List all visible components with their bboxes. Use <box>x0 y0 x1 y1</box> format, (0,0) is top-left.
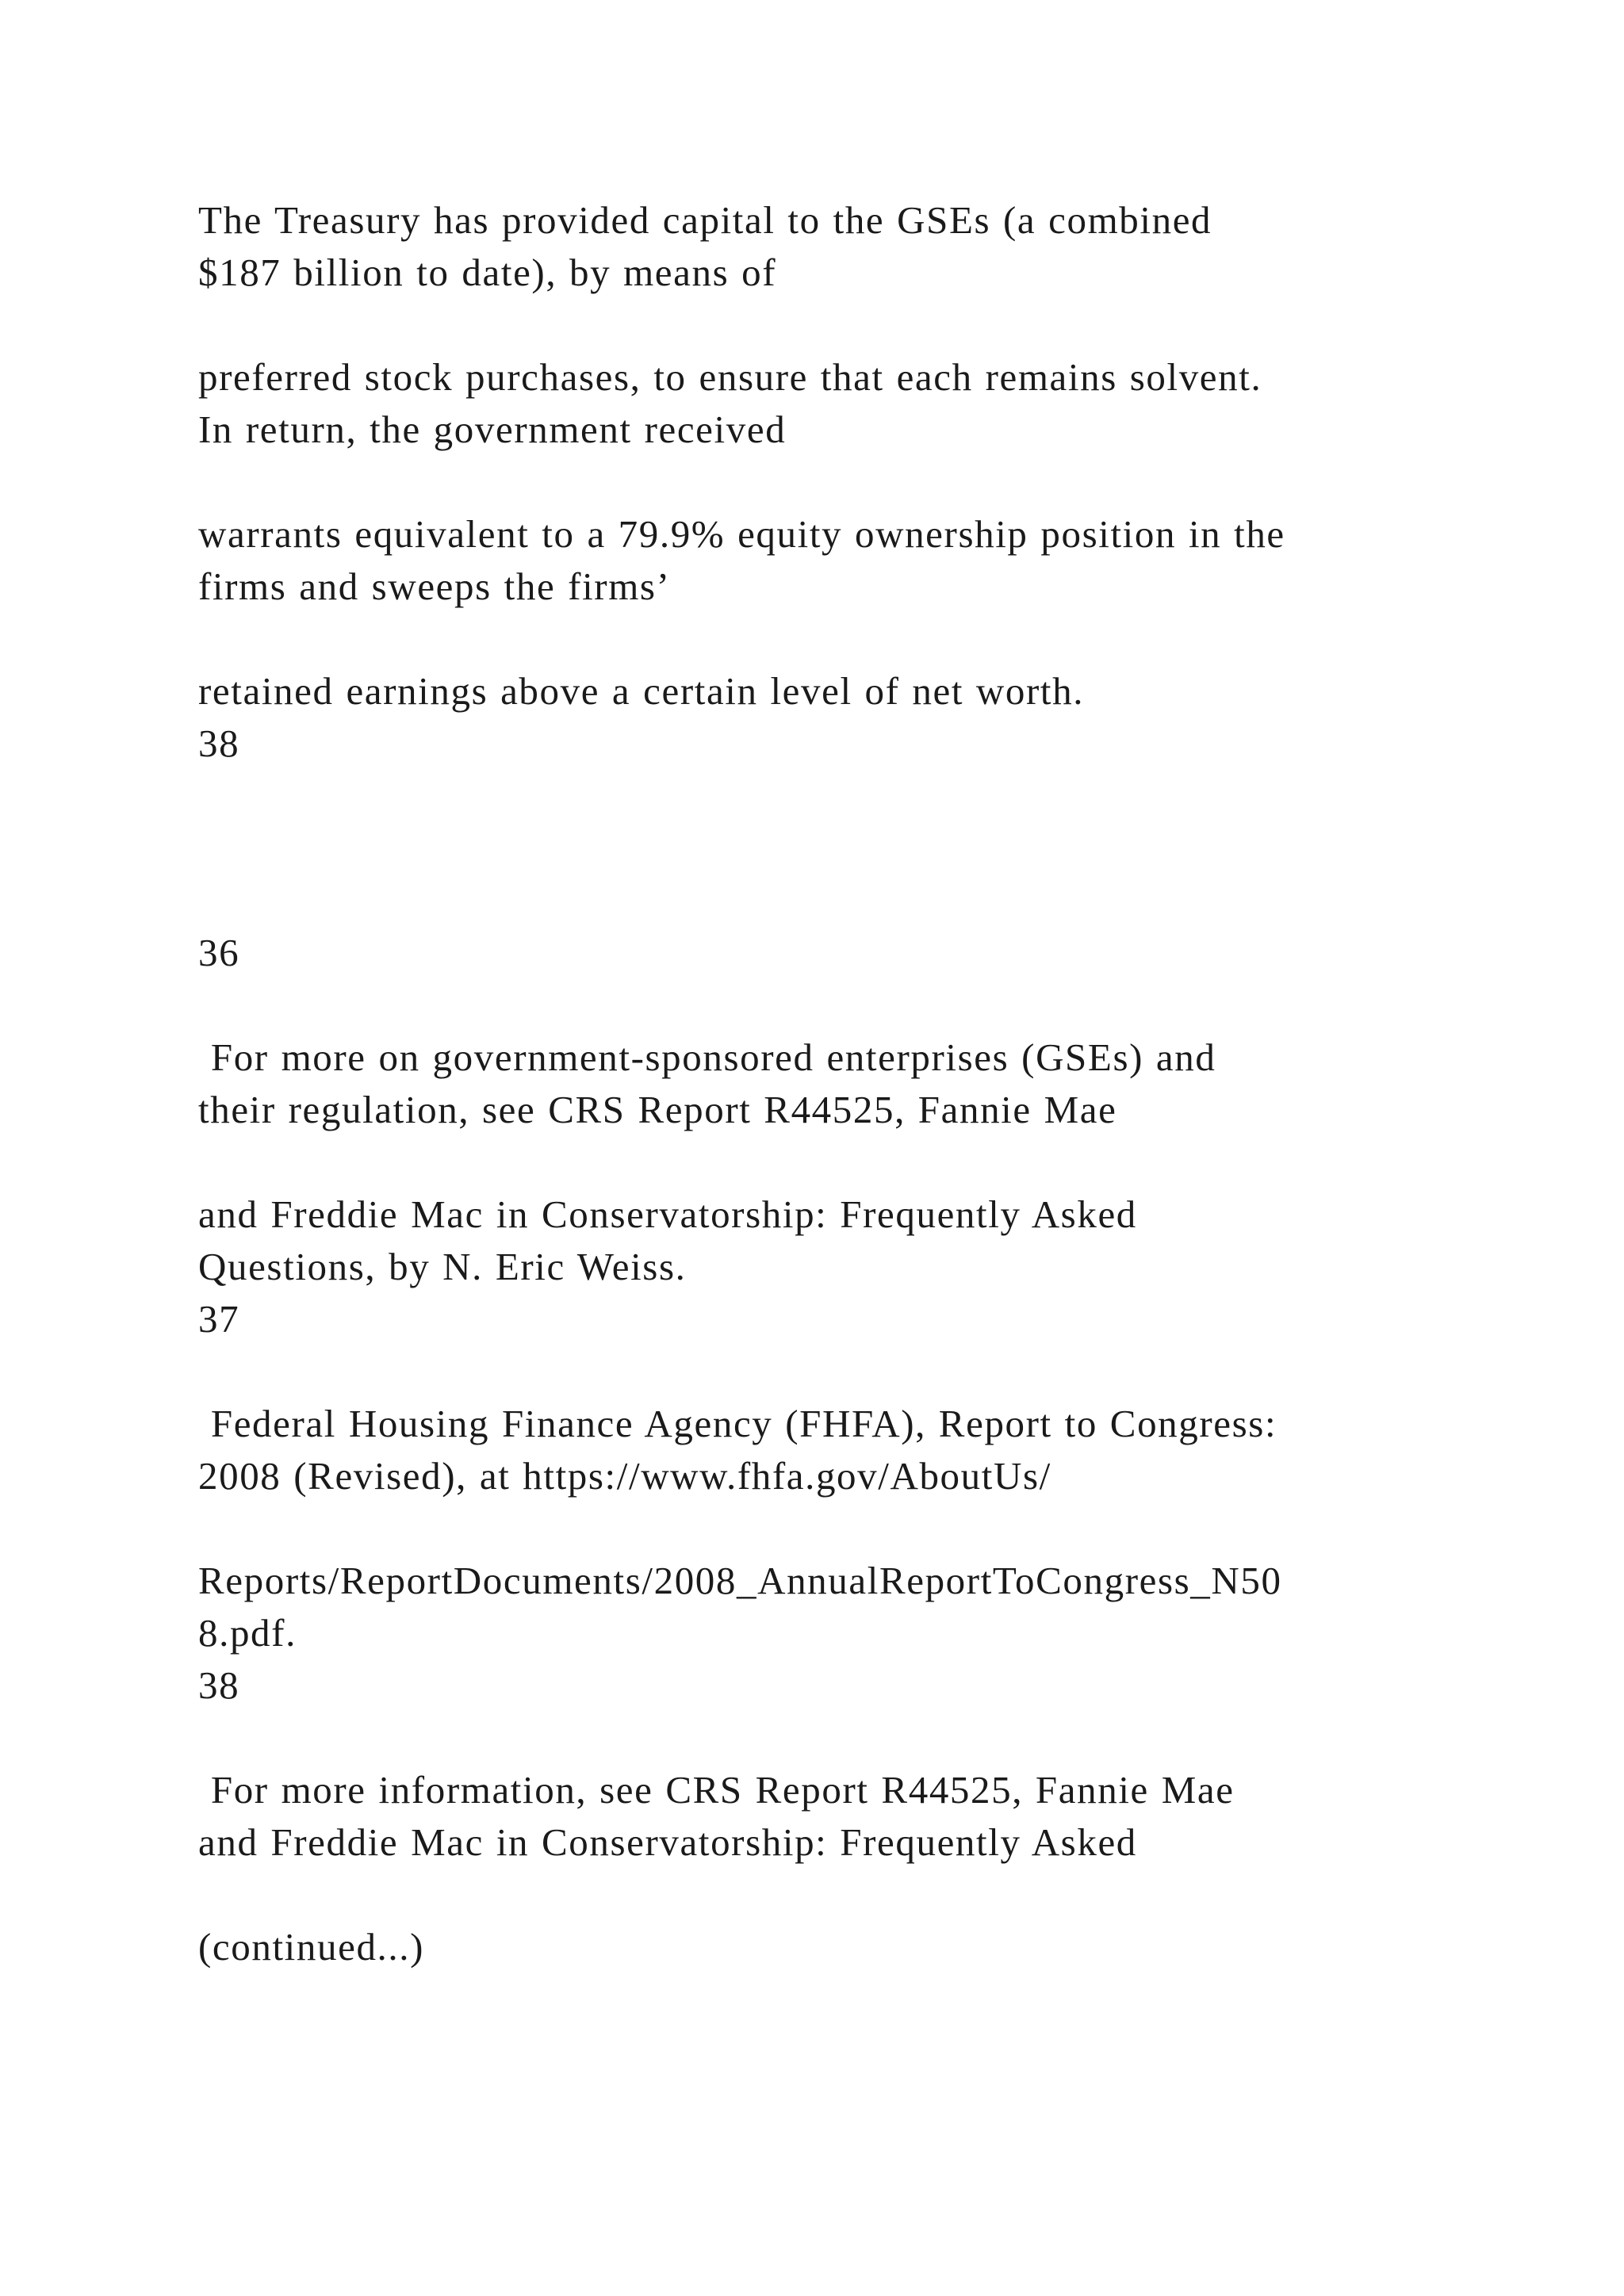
text-line: In return, the government received <box>198 408 787 451</box>
text-line: preferred stock purchases, to ensure that each remains solvent. <box>198 355 1262 399</box>
text-line: retained earnings above a certain level of net worth. <box>198 669 1085 713</box>
text-line: warrants equivalent to a 79.9% equity ownership position in the <box>198 512 1285 556</box>
footnote-line: 8.pdf. <box>198 1611 297 1655</box>
footnote-line: Questions, by N. Eric Weiss. <box>198 1245 687 1288</box>
footnote-37 <box>198 1293 1435 1659</box>
text-line: firms and sweeps the firms’ <box>198 564 671 608</box>
footnote-line: and Freddie Mac in Conservatorship: Frequently Asked <box>198 1820 1137 1864</box>
text-line: The Treasury has provided capital to the GSEs (a combined <box>198 198 1212 242</box>
footnote-number: 37 <box>198 1297 240 1341</box>
footnote-line: Reports/ReportDocuments/2008_AnnualReportToCongress_N50 <box>198 1559 1282 1602</box>
continued-note: (continued...) <box>198 1925 425 1969</box>
footnote-reference: 38 <box>198 721 240 765</box>
footnote-line: Federal Housing Finance Agency (FHFA), Report to Congress: <box>198 1402 1277 1445</box>
footnote-number: 38 <box>198 1663 240 1707</box>
body-paragraph <box>198 194 1435 770</box>
text-line: $187 billion to date), by means of <box>198 251 777 294</box>
footnote-number: 36 <box>198 931 240 974</box>
footnote-line: For more on government-sponsored enterprises (GSEs) and <box>198 1035 1216 1079</box>
footnote-line: 2008 (Revised), at https://www.fhfa.gov/AboutUs/ <box>198 1454 1051 1498</box>
footnote-line: their regulation, see CRS Report R44525, Fannie Mae <box>198 1088 1117 1131</box>
footnote-line: For more information, see CRS Report R44525, Fannie Mae <box>198 1768 1235 1812</box>
footnote-36 <box>198 927 1435 1293</box>
document-page <box>198 194 1435 1973</box>
footnote-38 <box>198 1659 1435 1869</box>
footnote-line: and Freddie Mac in Conservatorship: Frequently Asked <box>198 1192 1137 1236</box>
footnotes-section <box>198 927 1435 1869</box>
